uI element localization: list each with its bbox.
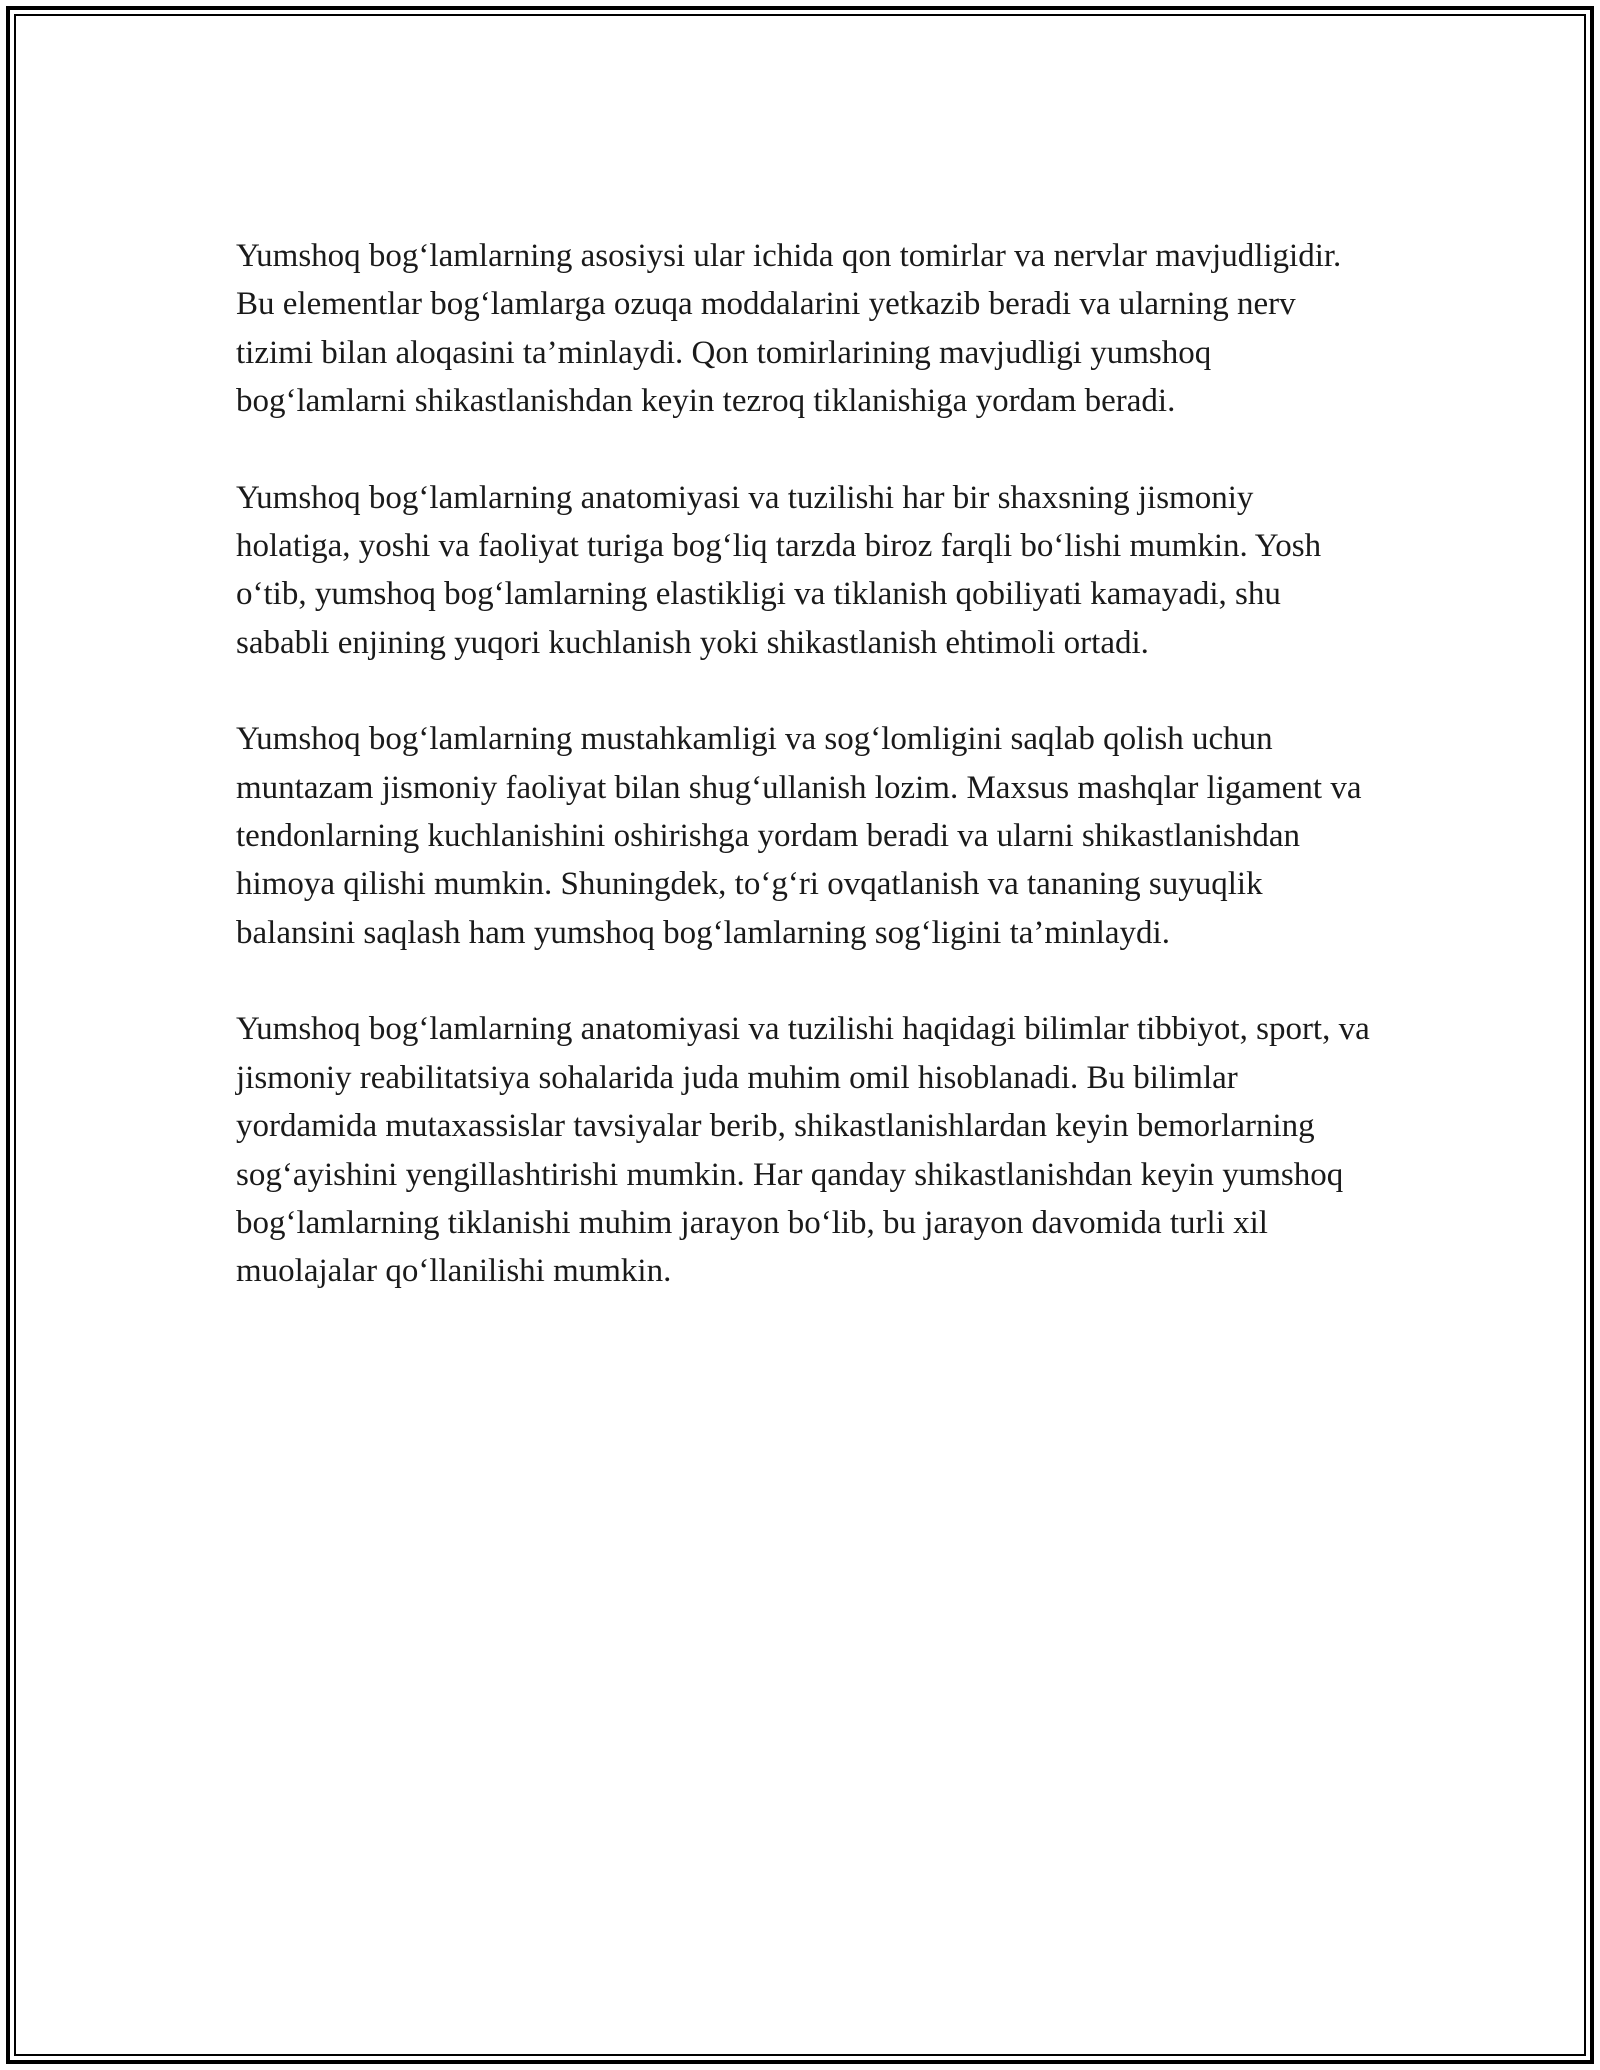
- document-body: [236, 232, 1376, 1344]
- paragraph-4: Yumshoq bog‘lamlarning anatomiyasi va tuzilishi haqidagi bilimlar tibbiyot, sport, va jismoniy reabilitatsiya sohalarida juda muhim omil hisoblanadi. Bu bilimlar yordamida mutaxassislar tavsiyalar berib, shikastlanishlardan keyin bemorlarning sog‘ayishini yengillashtirishi mumkin. Har qanday shikastlanishdan keyin yumshoq bog‘lamlarning tiklanishi muhim jarayon bo‘lib, bu jarayon davomida turli xil muolajalar qo‘llanilishi mumkin.: [236, 1011, 1370, 1290]
- paragraph-2: Yumshoq bog‘lamlarning anatomiyasi va tuzilishi har bir shaxsning jismoniy holatiga, yoshi va faoliyat turiga bog‘liq tarzda biroz farqli bo‘lishi mumkin. Yosh o‘tib, yumshoq bog‘lamlarning elastikligi va tiklanish qobiliyati kamayadi, shu sababli enjining yuqori kuchlanish yoki shikastlanish ehtimoli ortadi.: [236, 479, 1322, 661]
- paragraph-1: Yumshoq bog‘lamlarning asosiysi ular ichida qon tomirlar va nervlar mavjudligidir. Bu elementlar bog‘lamlarga ozuqa moddalarini yetkazib beradi va ularning nerv tizimi bilan aloqasini ta’minlaydi. Qon tomirlarining mavjudligi yumshoq bog‘lamlarni shikastlanishdan keyin tezroq tiklanishiga yordam beradi.: [236, 238, 1342, 420]
- paragraph-3: Yumshoq bog‘lamlarning mustahkamligi va sog‘lomligini saqlab qolish uchun muntazam jismoniy faoliyat bilan shug‘ullanish lozim. Maxsus mashqlar ligament va tendonlarning kuchlanishini oshirishga yordam beradi va ularni shikastlanishdan himoya qilishi mumkin. Shuningdek, to‘g‘ri ovqatlanish va tananing suyuqlik balansini saqlash ham yumshoq bog‘lamlarning sog‘ligini ta’minlaydi.: [236, 721, 1362, 951]
